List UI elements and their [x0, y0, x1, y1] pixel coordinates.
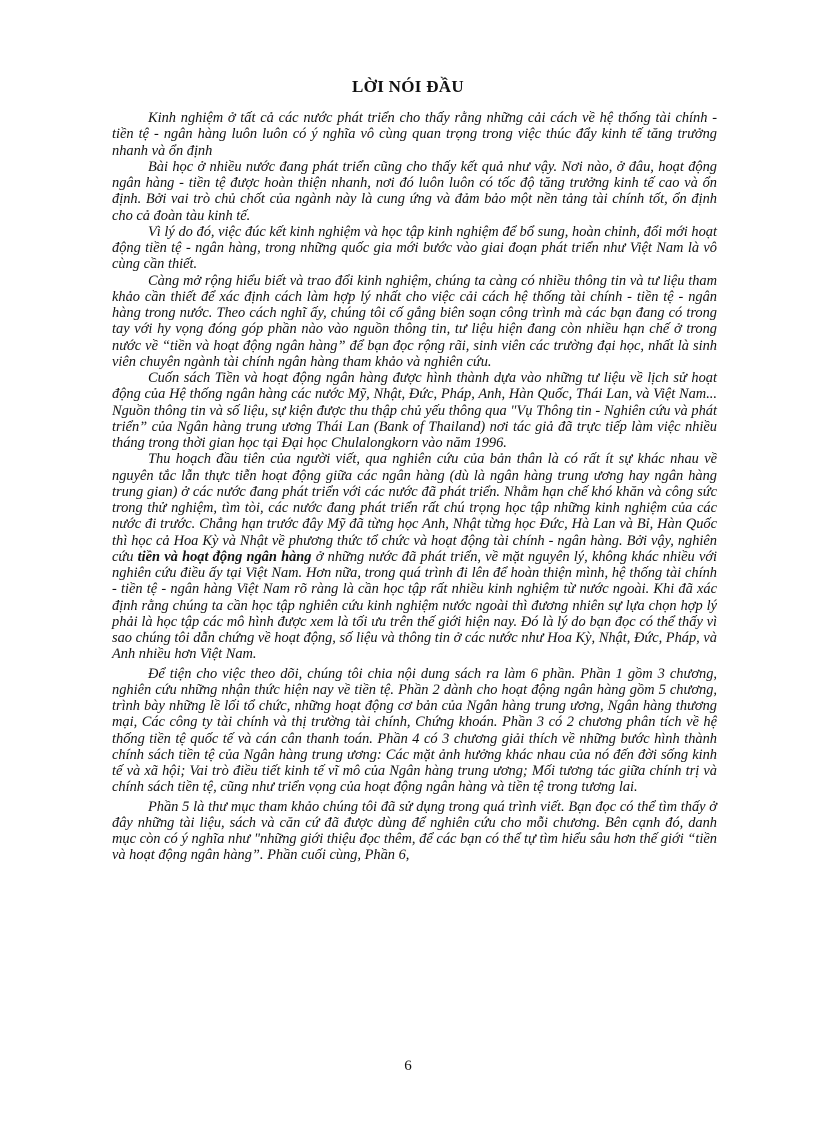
paragraph-1: Kinh nghiệm ở tất cả các nước phát triển cho thấy rằng những cải cách về hệ thống tài chính - tiền tệ - ngân hàng luôn luôn có ý nghĩa vô cùng quan trọng trong việc thúc đẩy kinh tế tăng trưởng nhanh và ổn định [112, 110, 717, 159]
paragraph-7: Để tiện cho việc theo dõi, chúng tôi chia nội dung sách ra làm 6 phần. Phần 1 gồm 3 chương, nghiên cứu những nhận thức hiện nay về tiền tệ. Phần 2 dành cho hoạt động ngân hàng gồm 5 chương, trình bày những lề lối tổ chức, những hoạt động cơ bản của Ngân hàng trung ương, Ngân hàng thương mại, Các công ty tài chính và thị trường tài chính, Chứng khoán. Phần 3 có 2 chương phân tích về hệ thống tiền tệ quốc tế và cán cân thanh toán. Phần 4 có 3 chương giải thích về những bước hình thành chính sách tiền tệ của Ngân hàng trung ương: Các mặt ảnh hưởng khác nhau của nó đến đời sống kinh tế và xã hội; Vai trò điều tiết kinh tế vĩ mô của Ngân hàng trung ương; Mối tương tác giữa chính trị và chính sách tiền tệ, cũng như triển vọng của hoạt động ngân hàng và tiền tệ trong tương lai. [112, 665, 717, 796]
body-text [112, 110, 717, 864]
page-title: LỜI NÓI ĐẦU [352, 77, 464, 96]
paragraph-6 [112, 451, 717, 662]
paragraph-6-text-after: ở những nước đã phát triển, về mặt nguyên lý, không khác nhiều với nghiên cứu điều ấy tại Việt Nam. Hơn nữa, trong quá trình đi lên để hoàn thiện mình, hệ thống tài chính - tiền tệ - ngân hàng Việt Nam rõ ràng là cần học tập rất nhiều kinh nghiệm từ nước ngoài. Khi đã xác định rằng chúng ta cần học tập nghiên cứu kinh nghiệm nước ngoài thì đương nhiên sự lựa chọn hợp lý phải là học tập các mô hình được xem là tối ưu trên thế giới hiện nay. Đó là lý do bạn đọc có thể thấy vì sao chúng tôi dẫn chứng về hoạt động, số liệu và thông tin ở các nước như Hoa Kỳ, Nhật, Đức, Pháp, và Anh nhiều hơn Việt Nam. [112, 548, 718, 663]
paragraph-5: Cuốn sách Tiền và hoạt động ngân hàng được hình thành dựa vào những tư liệu về lịch sử hoạt động của Hệ thống ngân hàng các nước Mỹ, Nhật, Đức, Pháp, Anh, Hàn Quốc, Thái Lan, và Việt Nam... Nguồn thông tin và số liệu, sự kiện được thu thập chủ yếu thông qua "Vụ Thông tin - Nghiên cứu và phát triển” của Ngân hàng trung ương Thái Lan (Bank of Thailand) nơi tác giả đã trực tiếp làm việc nhiều tháng trong thời gian học tại Đại học Chulalongkorn vào năm 1996. [112, 370, 717, 451]
page-number: 6 [404, 1058, 412, 1074]
paragraph-8: Phần 5 là thư mục tham khảo chúng tôi đã sử dụng trong quá trình viết. Bạn đọc có thể tìm thấy ở đây những tài liệu, sách và căn cứ đã được dùng để nghiên cứu cho mỗi chương. Bên cạnh đó, danh mục còn có ý nghĩa như "những giới thiệu đọc thêm, để các bạn có thể tự tìm hiểu sâu hơn thế giới “tiền và hoạt động ngân hàng”. Phần cuối cùng, Phần 6, [112, 798, 717, 864]
paragraph-2: Bài học ở nhiều nước đang phát triển cũng cho thấy kết quả như vậy. Nơi nào, ở đâu, hoạt động ngân hàng - tiền tệ được hoàn thiện nhanh, nơi đó luôn luôn có tốc độ tăng trưởng kinh tế cao và ổn định. Bởi vai trò chủ chốt của ngành này là cung ứng và đảm bảo một nền tảng tài chính tốt, ổn định cho cả đoàn tàu kinh tế. [112, 158, 717, 224]
paragraph-6-text-before: Thu hoạch đầu tiên của người viết, qua nghiên cứu của bản thân là có rất ít sự khác nhau về nguyên tắc lẫn thực tiễn hoạt động giữa các ngân hàng (dù là ngân hàng trung ương hay ngân hàng trung gian) ở các nước đang phát triển với các nước đã phát triển. Nhằm hạn chế khó khăn và công sức trong thử nghiệm, tìm tòi, các nước đang phát triển rất chú trọng học tập những kinh nghiệm của các nước đi trước. Chẳng hạn trước đây Mỹ đã từng học Anh, Nhật từng học Đức, Hà Lan và Bỉ, Hàn Quốc thì học cả Hoa Kỳ và Nhật về phương thức tổ chức và hoạt động tài chính - ngân hàng. Bởi vậy, nghiên cứu [112, 451, 717, 565]
paragraph-3: Vì lý do đó, việc đúc kết kinh nghiệm và học tập kinh nghiệm để bổ sung, hoàn chỉnh, đổi mới hoạt động tiền tệ - ngân hàng, trong những quốc gia mới bước vào giai đoạn phát triển như Việt Nam là vô cùng cần thiết. [112, 223, 717, 273]
paragraph-6-bold-phrase: tiền và hoạt động ngân hàng [137, 548, 312, 565]
paragraph-4: Càng mở rộng hiểu biết và trao đổi kinh nghiệm, chúng ta càng có nhiều thông tin và tư liệu tham khảo cần thiết để xác định cách làm hợp lý nhất cho việc cải cách hệ thống tài chính - tiền tệ - ngân hàng trong nước. Theo cách nghĩ ấy, chúng tôi cố gắng biên soạn công trình mà các bạn đang có trong tay với hy vọng đóng góp phần nào vào nguồn thông tin, tư liệu hiện đang còn nhiều hạn chế ở trong nước về “tiền và hoạt động ngân hàng” để bạn đọc rộng rãi, sinh viên các trường đại học, nhất là sinh viên chuyên ngành tài chính ngân hàng tham khảo và nghiên cứu. [112, 272, 717, 370]
